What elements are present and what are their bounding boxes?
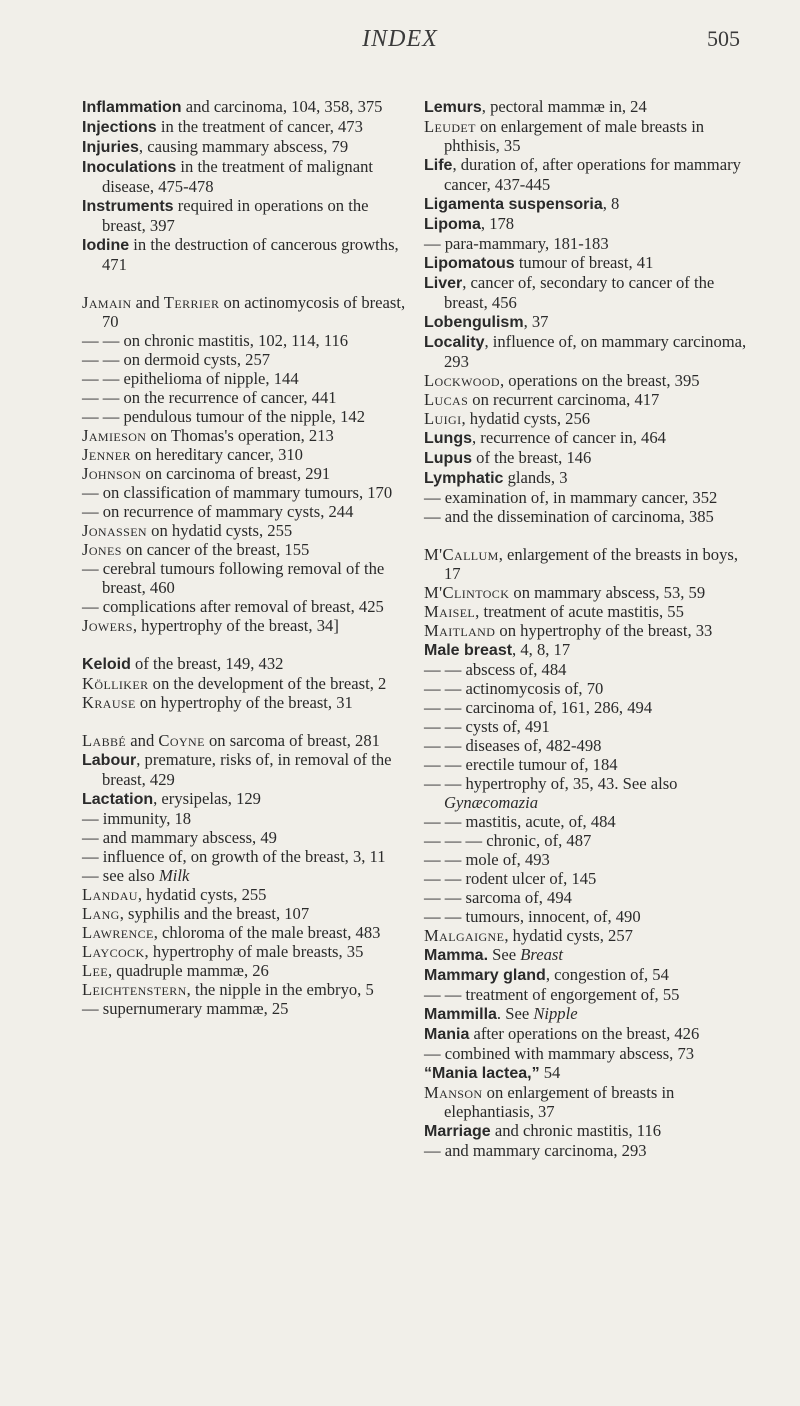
entry-heading: — — [82, 350, 120, 369]
entry-heading: Maitland [424, 621, 496, 640]
entry-text: on the recurrence of cancer, 441 [119, 388, 337, 407]
entry-heading: — — [424, 736, 462, 755]
index-entry [82, 750, 410, 789]
index-entry [424, 1063, 750, 1083]
entry-heading: Maisel [424, 602, 476, 621]
entry-text: epithelioma of nipple, 144 [119, 369, 299, 388]
entry-text: tumours, innocent, of, 490 [461, 907, 641, 926]
entry-heading: — — [82, 407, 120, 426]
index-entry [424, 698, 750, 717]
entry-text: , causing mammary abscess, 79 [138, 137, 349, 156]
index-entry [82, 540, 410, 559]
entry-heading: Lang [82, 904, 120, 923]
entry-text: on carcinoma of breast, 291 [141, 464, 331, 483]
index-entry [424, 985, 750, 1004]
index-entry [82, 502, 410, 521]
index-entry [424, 621, 750, 640]
index-entry [424, 926, 750, 945]
entry-text: on the development of the breast, 2 [148, 674, 387, 693]
index-entry [82, 942, 410, 961]
entry-text: tumour of breast, 41 [514, 253, 654, 272]
entry-heading: Mamma. [424, 947, 489, 964]
index-entry [424, 1044, 750, 1063]
index-entry [82, 885, 410, 904]
entry-text: on hereditary cancer, 310 [130, 445, 303, 464]
entry-heading: — [82, 809, 99, 828]
index-column-left [82, 97, 410, 1018]
entry-text: hypertrophy of, 35, 43. See also [461, 774, 678, 793]
entry-heading: — — [424, 660, 462, 679]
entry-text: on hydatid cysts, 255 [147, 521, 293, 540]
entry-text: , 178 [480, 214, 515, 233]
entry-text: , quadruple mammæ, 26 [108, 961, 269, 980]
entry-heading: Lactation [82, 791, 154, 808]
entry-text: , 8 [602, 194, 620, 213]
entry-text: in the destruction of cancerous growths, 471 [102, 235, 399, 274]
index-entry [82, 923, 410, 942]
index-entry [424, 679, 750, 698]
entry-heading: Krause [82, 693, 136, 712]
entry-heading: Leichtenstern [82, 980, 187, 999]
entry-heading: — — [424, 888, 462, 907]
entry-text: complications after removal of breast, 425 [98, 597, 384, 616]
entry-text: , erysipelas, 129 [153, 789, 261, 808]
entry-heading: M'Clintock [424, 583, 510, 602]
entry-heading: Johnson [82, 464, 142, 483]
entry-text: combined with mammary abscess, 73 [440, 1044, 695, 1063]
index-entry [424, 1121, 750, 1141]
index-entry [424, 945, 750, 965]
entry-text: , congestion of, 54 [545, 965, 669, 984]
entry-text: on dermoid cysts, 257 [119, 350, 271, 369]
entry-heading: Lymphatic [424, 470, 504, 487]
entry-cross-reference: Breast [520, 945, 564, 964]
entry-text: see also [98, 866, 159, 885]
entry-heading: Luigi [424, 409, 462, 428]
index-entry [424, 155, 750, 194]
entry-text: examination of, in mammary cancer, 352 [440, 488, 718, 507]
entry-heading: Instruments [82, 198, 174, 215]
index-entry [424, 409, 750, 428]
entry-heading: — [82, 866, 99, 885]
entry-heading: M'Callum [424, 545, 499, 564]
entry-heading: Terrier [163, 293, 220, 312]
entry-heading: Mania [424, 1026, 470, 1043]
entry-heading: Jones [82, 540, 122, 559]
entry-text: , hydatid cysts, 257 [504, 926, 633, 945]
entry-heading: Life [424, 157, 453, 174]
entry-text: , treatment of acute mastitis, 55 [475, 602, 684, 621]
entry-text: chronic, of, 487 [482, 831, 592, 850]
entry-heading: — [82, 502, 99, 521]
entry-text: on hypertrophy of the breast, 31 [135, 693, 353, 712]
entry-text: in the treatment of cancer, 473 [156, 117, 363, 136]
index-entry [82, 597, 410, 616]
entry-heading: — [82, 828, 99, 847]
entry-heading: Coyne [158, 731, 205, 750]
index-entry [424, 390, 750, 409]
index-column-right [424, 97, 750, 1160]
entry-cross-reference: Milk [158, 866, 190, 885]
index-entry [82, 674, 410, 693]
entry-heading: — — [424, 717, 462, 736]
index-entry [424, 660, 750, 679]
index-entry [82, 866, 410, 885]
page-number: 505 [707, 26, 740, 51]
entry-text: after operations on the breast, 426 [469, 1024, 700, 1043]
entry-heading: Male breast [424, 642, 513, 659]
entry-text: and [126, 731, 159, 750]
entry-text: , cancer of, secondary to cancer of the breast, 456 [444, 273, 715, 312]
entry-heading: Locality [424, 334, 485, 351]
entry-heading: Lobengulism [424, 314, 524, 331]
entry-text: on enlargement of male breasts in phthisis, 35 [444, 117, 705, 155]
index-entry [424, 214, 750, 234]
entry-heading: Liver [424, 275, 463, 292]
index-entry [424, 583, 750, 602]
index-entry [424, 194, 750, 214]
entry-text: on sarcoma of breast, 281 [204, 731, 380, 750]
entry-text: para-mammary, 181-183 [440, 234, 609, 253]
index-entry [424, 774, 750, 812]
index-entry [424, 965, 750, 985]
entry-heading: — — [424, 869, 462, 888]
index-entry [424, 1141, 750, 1160]
index-entry [82, 559, 410, 597]
entry-text: pendulous tumour of the nipple, 142 [119, 407, 365, 426]
entry-heading: Injections [82, 119, 157, 136]
entry-text: and the dissemination of carcinoma, 385 [440, 507, 714, 526]
entry-text: cerebral tumours following removal of the breast, 460 [98, 559, 385, 597]
entry-heading: Landau [82, 885, 138, 904]
entry-text: on chronic mastitis, 102, 114, 116 [119, 331, 349, 350]
index-entry [424, 468, 750, 488]
entry-heading: — [82, 559, 99, 578]
index-entry [82, 961, 410, 980]
index-entry [82, 616, 410, 635]
entry-text: and carcinoma, 104, 358, 375 [181, 97, 383, 116]
index-entry [424, 371, 750, 390]
entry-heading: — [424, 488, 441, 507]
entry-heading: Mammilla [424, 1006, 497, 1023]
entry-text: , premature, risks of, in removal of the breast, 429 [102, 750, 392, 789]
entry-heading: — — [82, 388, 120, 407]
index-entry [82, 331, 410, 350]
entry-heading: — [82, 999, 99, 1018]
entry-heading: Jowers [82, 616, 133, 635]
entry-heading: — — [424, 679, 462, 698]
entry-heading: Keloid [82, 656, 131, 673]
index-entry [82, 521, 410, 540]
entry-cross-reference: Nipple [533, 1004, 578, 1023]
entry-text: on hypertrophy of the breast, 33 [495, 621, 713, 640]
entry-text: abscess of, 484 [461, 660, 567, 679]
index-entry [82, 426, 410, 445]
entry-text: on actinomycosis of breast, 70 [102, 293, 406, 331]
index-entry [82, 407, 410, 426]
entry-text: and chronic mastitis, 116 [490, 1121, 662, 1140]
index-entry [424, 253, 750, 273]
index-entry [82, 137, 410, 157]
entry-heading: Jamain [82, 293, 132, 312]
index-entry [424, 812, 750, 831]
index-entry [424, 640, 750, 660]
page-title: INDEX [362, 26, 438, 52]
entry-text: influence of, on growth of the breast, 3, 11 [98, 847, 386, 866]
entry-text: actinomycosis of, 70 [461, 679, 604, 698]
entry-text: of the breast, 146 [472, 448, 592, 467]
entry-heading: “Mania lactea,” [424, 1065, 540, 1082]
index-entry [424, 831, 750, 850]
entry-text: required in operations on the breast, 397 [102, 196, 369, 235]
index-entry [82, 847, 410, 866]
index-entry [424, 1083, 750, 1121]
index-entry [82, 97, 410, 117]
entry-text: and mammary abscess, 49 [98, 828, 277, 847]
index-entry [424, 234, 750, 253]
index-entry [82, 809, 410, 828]
entry-heading: Ligamenta suspensoria [424, 196, 603, 213]
index-entry [424, 736, 750, 755]
index-entry [82, 731, 410, 750]
entry-heading: Jenner [82, 445, 131, 464]
index-entry [82, 789, 410, 809]
index-entry [82, 117, 410, 137]
entry-heading: — — [424, 907, 462, 926]
entry-heading: — [424, 507, 441, 526]
entry-text: on recurrent carcinoma, 417 [468, 390, 660, 409]
index-entry [424, 428, 750, 448]
entry-heading: Lawrence [82, 923, 154, 942]
entry-heading: Marriage [424, 1123, 491, 1140]
index-entry [82, 904, 410, 923]
index-entry [424, 602, 750, 621]
entry-text: . See [496, 1004, 534, 1023]
entry-text: , duration of, after operations for mammary cancer, 437-445 [444, 155, 741, 194]
index-entry [424, 332, 750, 371]
index-entry [82, 999, 410, 1018]
entry-heading: — — [424, 850, 462, 869]
entry-text: , pectoral mammæ in, 24 [481, 97, 647, 116]
entry-text: on Thomas's operation, 213 [146, 426, 334, 445]
entry-text: on recurrence of mammary cysts, 244 [98, 502, 354, 521]
entry-heading: — [82, 483, 99, 502]
index-entry [82, 350, 410, 369]
entry-text: , hypertrophy of the breast, 34] [132, 616, 339, 635]
entry-text: immunity, 18 [98, 809, 192, 828]
index-entry [82, 369, 410, 388]
entry-text: carcinoma of, 161, 286, 494 [461, 698, 653, 717]
entry-text: , operations on the breast, 395 [500, 371, 700, 390]
entry-heading: — — [82, 331, 120, 350]
entry-heading: Lipomatous [424, 255, 515, 272]
entry-heading: Jamieson [82, 426, 147, 445]
entry-heading: Lemurs [424, 99, 482, 116]
entry-text: , 37 [523, 312, 549, 331]
entry-text: on cancer of the breast, 155 [121, 540, 310, 559]
entry-cross-reference: Gynæcomazia [444, 793, 539, 812]
entry-text: , the nipple in the embryo, 5 [186, 980, 374, 999]
index-entry [82, 654, 410, 674]
entry-heading: Inoculations [82, 159, 177, 176]
index-entry [82, 388, 410, 407]
entry-heading: — [82, 597, 99, 616]
entry-heading: Lungs [424, 430, 472, 447]
entry-heading: Lipoma [424, 216, 481, 233]
index-entry [424, 448, 750, 468]
entry-text: in the treatment of malignant disease, 475-478 [102, 157, 373, 196]
entry-heading: Malgaigne [424, 926, 505, 945]
entry-text: , syphilis and the breast, 107 [119, 904, 310, 923]
index-entry [424, 717, 750, 736]
entry-heading: Jonassen [82, 521, 147, 540]
entry-text: on mammary abscess, 53, 59 [509, 583, 706, 602]
entry-text: , recurrence of cancer in, 464 [472, 428, 666, 447]
entry-text: and mammary carcinoma, 293 [440, 1141, 647, 1160]
entry-text: , hydatid cysts, 255 [137, 885, 267, 904]
index-entry [424, 869, 750, 888]
index-entry [82, 464, 410, 483]
entry-text: sarcoma of, 494 [461, 888, 572, 907]
entry-text: erectile tumour of, 184 [461, 755, 618, 774]
entry-heading: Lee [82, 961, 108, 980]
entry-text: 54 [539, 1063, 561, 1082]
entry-heading: Lupus [424, 450, 472, 467]
index-entry [82, 157, 410, 196]
entry-heading: — [424, 1044, 441, 1063]
entry-heading: — — [424, 755, 462, 774]
entry-text: , hypertrophy of male breasts, 35 [144, 942, 364, 961]
index-entry [82, 235, 410, 274]
entry-heading: — — [424, 985, 462, 1004]
entry-text: cysts of, 491 [461, 717, 550, 736]
entry-heading: Mammary gland [424, 967, 546, 984]
entry-text: diseases of, 482-498 [461, 736, 602, 755]
entry-text: , chloroma of the male breast, 483 [153, 923, 381, 942]
index-entry [82, 445, 410, 464]
entry-text: , enlargement of the breasts in boys, 17 [444, 545, 739, 583]
entry-heading: — [82, 847, 99, 866]
entry-heading: Leudet [424, 117, 476, 136]
entry-heading: — — [424, 698, 462, 717]
entry-heading: Lockwood [424, 371, 500, 390]
entry-heading: Laycock [82, 942, 145, 961]
entry-heading: Injuries [82, 139, 139, 156]
entry-text: rodent ulcer of, 145 [461, 869, 597, 888]
entry-text: , 4, 8, 17 [512, 640, 571, 659]
entry-heading: Labour [82, 752, 137, 769]
entry-text: glands, 3 [503, 468, 568, 487]
index-entry [82, 980, 410, 999]
entry-heading: — — [424, 774, 462, 793]
index-entry [82, 196, 410, 235]
index-entry [424, 755, 750, 774]
entry-text: See [488, 945, 521, 964]
entry-text: treatment of engorgement of, 55 [461, 985, 680, 1004]
index-entry [424, 1024, 750, 1044]
entry-heading: Labbé [82, 731, 127, 750]
entry-heading: Inflammation [82, 99, 182, 116]
entry-heading: Kölliker [82, 674, 149, 693]
index-entry [424, 545, 750, 583]
entry-heading: Lucas [424, 390, 469, 409]
entry-heading: — [424, 1141, 441, 1160]
entry-text: mole of, 493 [461, 850, 550, 869]
index-entry [424, 488, 750, 507]
index-entry [424, 850, 750, 869]
index-entry [424, 117, 750, 155]
index-entry [424, 312, 750, 332]
entry-text: supernumerary mammæ, 25 [98, 999, 289, 1018]
index-entry [82, 828, 410, 847]
index-entry [82, 293, 410, 331]
entry-text: of the breast, 149, 432 [130, 654, 284, 673]
index-entry [82, 483, 410, 502]
entry-text: on enlargement of breasts in elephantiasis, 37 [444, 1083, 675, 1121]
index-entry [424, 507, 750, 526]
index-entry [424, 273, 750, 312]
entry-heading: — — — [424, 831, 483, 850]
entry-heading: — [424, 234, 441, 253]
index-entry [82, 693, 410, 712]
entry-text: on classification of mammary tumours, 170 [98, 483, 393, 502]
index-entry [424, 97, 750, 117]
index-entry [424, 1004, 750, 1024]
index-entry [424, 907, 750, 926]
entry-heading: Iodine [82, 237, 130, 254]
entry-text: mastitis, acute, of, 484 [461, 812, 616, 831]
entry-heading: Manson [424, 1083, 483, 1102]
running-head [0, 20, 800, 60]
entry-text: , influence of, on mammary carcinoma, 293 [444, 332, 747, 371]
entry-text: and [131, 293, 164, 312]
entry-heading: — — [424, 812, 462, 831]
entry-text: , hydatid cysts, 256 [461, 409, 591, 428]
entry-heading: — — [82, 369, 120, 388]
index-entry [424, 888, 750, 907]
